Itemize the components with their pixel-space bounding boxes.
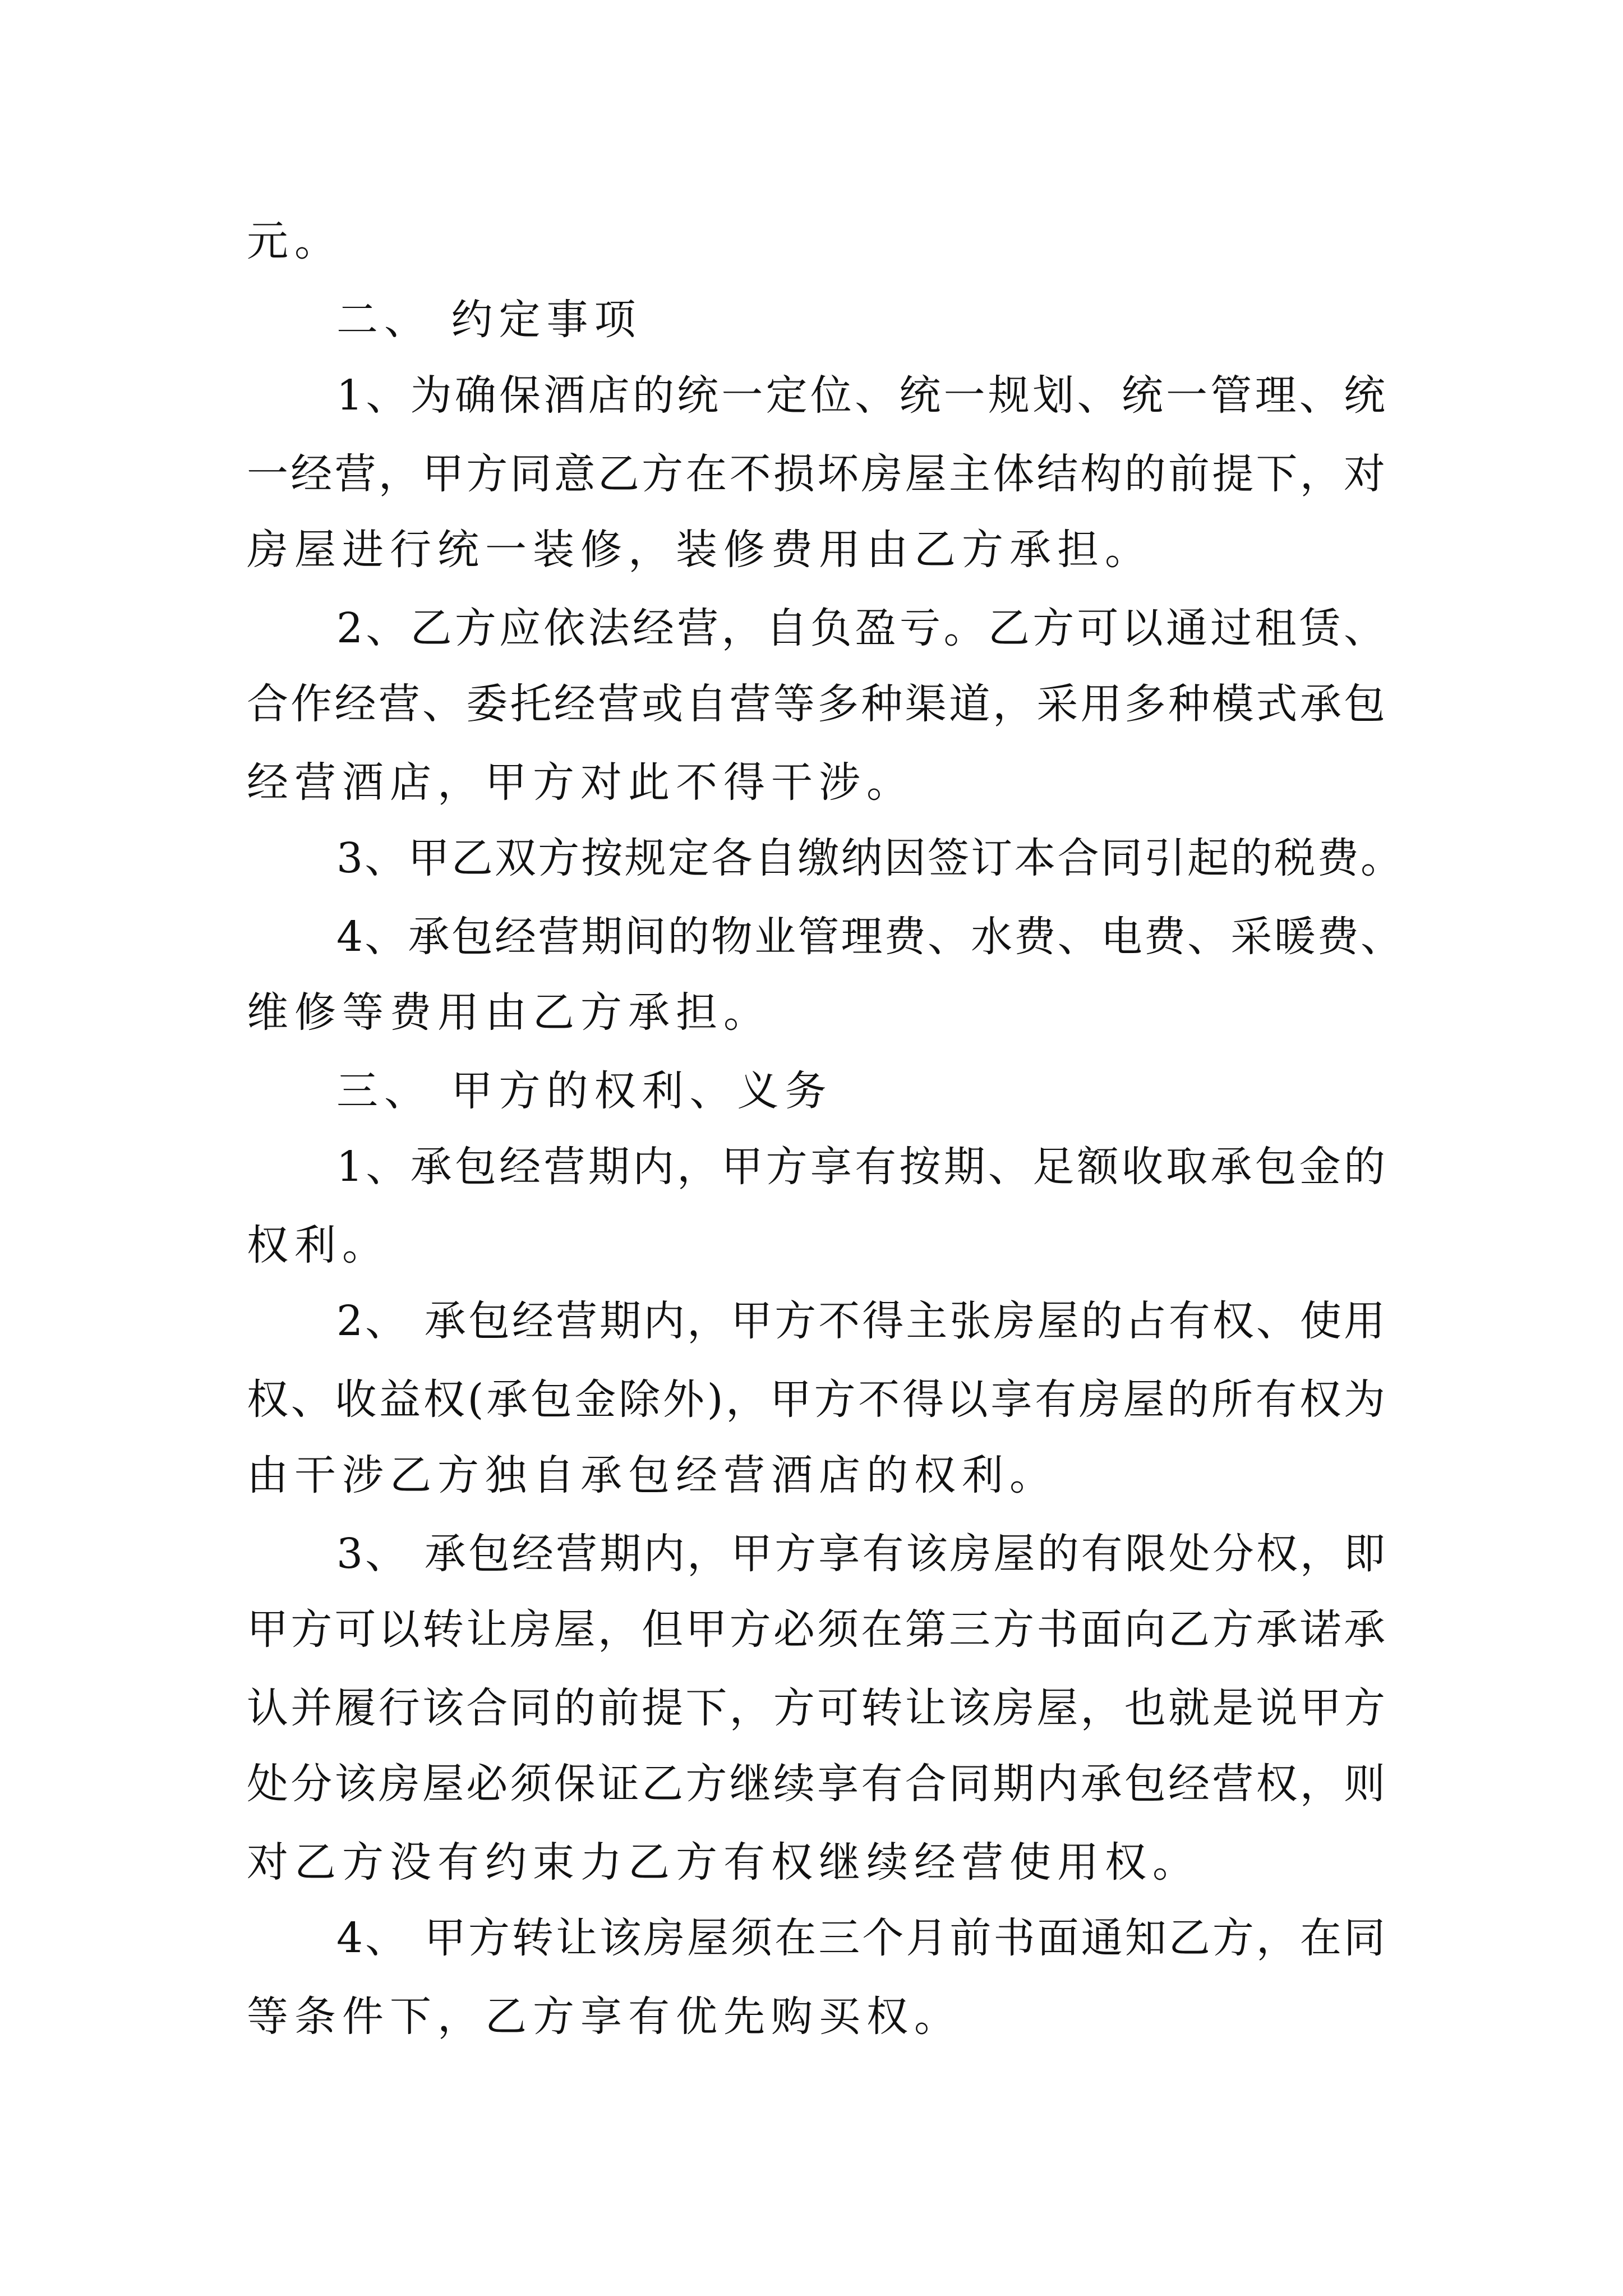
text-line: 一经营，甲方同意乙方在不损坏房屋主体结构的前提下，对 [247,450,1385,498]
text-line: 4、 甲方转让该房屋须在三个月前书面通知乙方，在同 [336,1914,1385,1962]
text-line: 合作经营、委托经营或自营等多种渠道，采用多种模式承包 [247,680,1385,728]
text-line: 2、 承包经营期内，甲方不得主张房屋的占有权、使用 [336,1297,1385,1345]
text-line: 3、 承包经营期内，甲方享有该房屋的有限处分权，即 [336,1530,1385,1578]
section-heading: 三、 甲方的权利、义务 [336,1067,833,1115]
text-line: 对乙方没有约束力乙方有权继续经营使用权。 [247,1838,1200,1887]
text-line: 处分该房屋必须保证乙方继续享有合同期内承包经营权，则 [247,1760,1385,1808]
text-line: 等条件下，乙方享有优先购买权。 [247,1993,962,2041]
text-line: 1、为确保酒店的统一定位、统一规划、统一管理、统 [336,371,1385,420]
text-line: 经营酒店，甲方对此不得干涉。 [247,758,914,807]
text-line: 权、收益权(承包金除外)，甲方不得以享有房屋的所有权为 [247,1375,1385,1424]
text-line: 权利。 [247,1221,390,1269]
text-line: 由干涉乙方独自承包经营酒店的权利。 [247,1451,1057,1499]
text-line: 维修等费用由乙方承担。 [247,988,771,1037]
text-line: 1、承包经营期内，甲方享有按期、足额收取承包金的 [336,1143,1385,1191]
text-line: 房屋进行统一装修，装修费用由乙方承担。 [247,526,1152,574]
text-line: 甲方可以转让房屋，但甲方必须在第三方书面向乙方承诺承 [247,1605,1385,1654]
section-heading: 二、 约定事项 [336,296,642,344]
text-line: 2、乙方应依法经营，自负盈亏。乙方可以通过租赁、 [336,604,1385,652]
text-line: 4、承包经营期间的物业管理费、水费、电费、采暖费、 [336,913,1402,961]
text-line: 3、甲乙双方按规定各自缴纳因签订本合同引起的税费。 [336,834,1402,882]
text-line: 认并履行该合同的前提下，方可转让该房屋，也就是说甲方 [247,1684,1385,1732]
text-line: 元。 [247,217,342,265]
